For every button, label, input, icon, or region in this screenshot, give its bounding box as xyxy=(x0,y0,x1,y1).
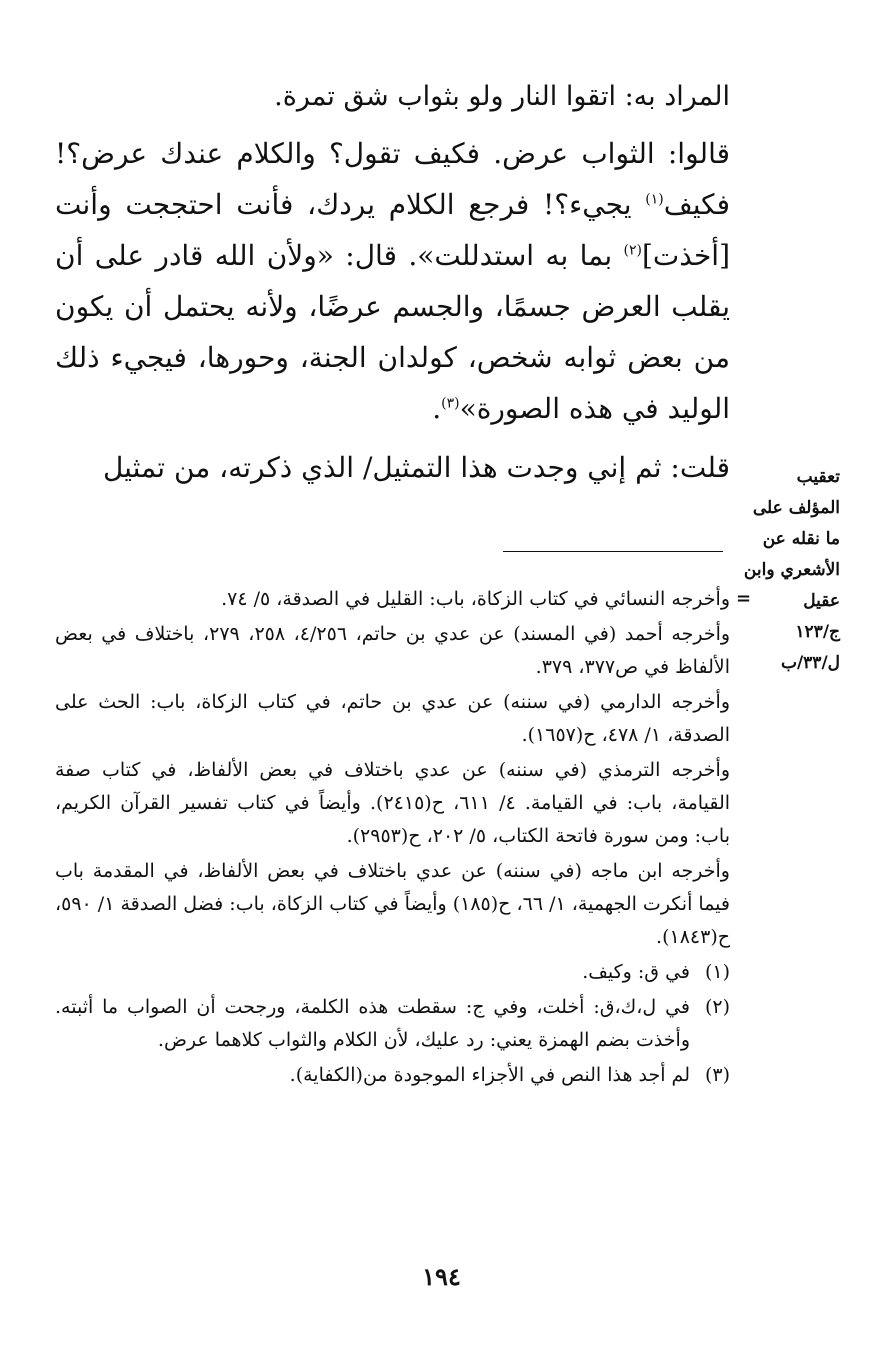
footnote-item xyxy=(55,991,730,1057)
footnote-continuation: وأخرجه الترمذي (في سننه) عن عدي باختلاف في بعض الألفاظ، في كتاب صفة القيامة، باب: في القيامة. ٤/ ٦١١، ح(٢٤١٥). وأيضاً في كتاب تفسير القرآن الكريم، باب: ومن سورة فاتحة الكتاب، ٥/ ٢٠٢، ح(٢٩٥٣). xyxy=(55,759,731,847)
margin-note-line: تعقيب xyxy=(796,467,840,487)
footnote-continuation: وأخرجه الدارمي (في سننه) عن عدي بن حاتم، في كتاب الزكاة، باب: الحث على الصدقة، ١/ ٤٧٨، ح(١٦٥٧). xyxy=(55,691,730,746)
paragraph-text: يجيء؟! فرجع الكلام يردك، فأنت احتججت وأنت [أخذت] xyxy=(55,188,730,272)
footnote-ref-2: (٢) xyxy=(623,242,642,259)
manuscript-ref: ل/٣٣/ب xyxy=(780,653,840,673)
margin-note-line: ما نقله عن xyxy=(762,529,840,549)
footnote-text: لم أجد هذا النص في الأجزاء الموجودة من(الكفاية). xyxy=(289,1064,690,1086)
footnote-continuation: وأخرجه النسائي في كتاب الزكاة، باب: القليل في الصدقة، ٥/ ٧٤. xyxy=(221,588,730,610)
footnote-continuation: وأخرجه ابن ماجه (في سننه) عن عدي باختلاف في بعض الألفاظ، في المقدمة باب فيما أنكرت الجهمية، ١/ ٦٦، ح(١٨٥) وأيضاً في كتاب الزكاة، باب: فضل الصدقة ١/ ٥٩٠، ح(١٨٤٣). xyxy=(55,860,730,948)
footnote-continuation: وأخرجه أحمد (في المسند) عن عدي بن حاتم، ٤/٢٥٦، ٢٥٨، ٢٧٩، باختلاف في بعض الألفاظ في ص٣٧٧، ٣٧٩. xyxy=(55,623,731,678)
page-number: ١٩٤ xyxy=(422,1262,461,1291)
main-text xyxy=(55,72,730,501)
paragraph-text: قالوا: الثواب عرض. فكيف تقول؟ والكلام عندك عرض؟! فكيف xyxy=(55,137,730,221)
margin-note-line: الأشعري وابن xyxy=(743,560,840,580)
footnotes xyxy=(55,583,730,1094)
paragraph-quote xyxy=(55,128,730,434)
margin-note-line: عقيل xyxy=(803,591,840,611)
footnote-ref-3: (٣) xyxy=(441,395,460,412)
paragraph-author-comment: قلت: ثم إني وجدت هذا التمثيل/ الذي ذكرته، من تمثيل xyxy=(102,451,730,484)
paragraph-text: بما به استدللت». قال: «ولأن الله قادر على أن يقلب العرض جسمًا، والجسم عرضًا، ولأنه يحتمل أن يكون من بعض ثوابه شخص، كولدان الجنة، وحورها، فيجيء ذلك الوليد في هذه الصورة» xyxy=(55,239,730,425)
opening-line: المراد به: اتقوا النار ولو بثواب شق تمرة. xyxy=(274,81,730,112)
footnote-number: (٢) xyxy=(704,996,730,1018)
continuation-sign: = xyxy=(736,588,752,609)
margin-note xyxy=(743,462,840,679)
footnote-text: في ق: وكيف. xyxy=(582,961,690,983)
paragraph-text: . xyxy=(432,392,442,425)
footnote-item xyxy=(55,956,730,989)
footnote-ref-1: (١) xyxy=(645,191,664,208)
footnote-text: في ل،ك،ق: أخلت، وفي ج: سقطت هذه الكلمة، ورجحت أن الصواب ما أثبته. وأخذت بضم الهمزة يعني: رد عليك، لأن الكلام والثواب كلاهما عرض. xyxy=(55,996,690,1051)
footnote-divider xyxy=(503,551,723,552)
footnote-number: (٣) xyxy=(704,1064,730,1086)
margin-note-line: المؤلف على xyxy=(752,498,840,518)
manuscript-ref: ج/١٢٣ xyxy=(795,622,840,642)
footnote-item xyxy=(55,1059,730,1092)
footnote-number: (١) xyxy=(704,961,730,983)
